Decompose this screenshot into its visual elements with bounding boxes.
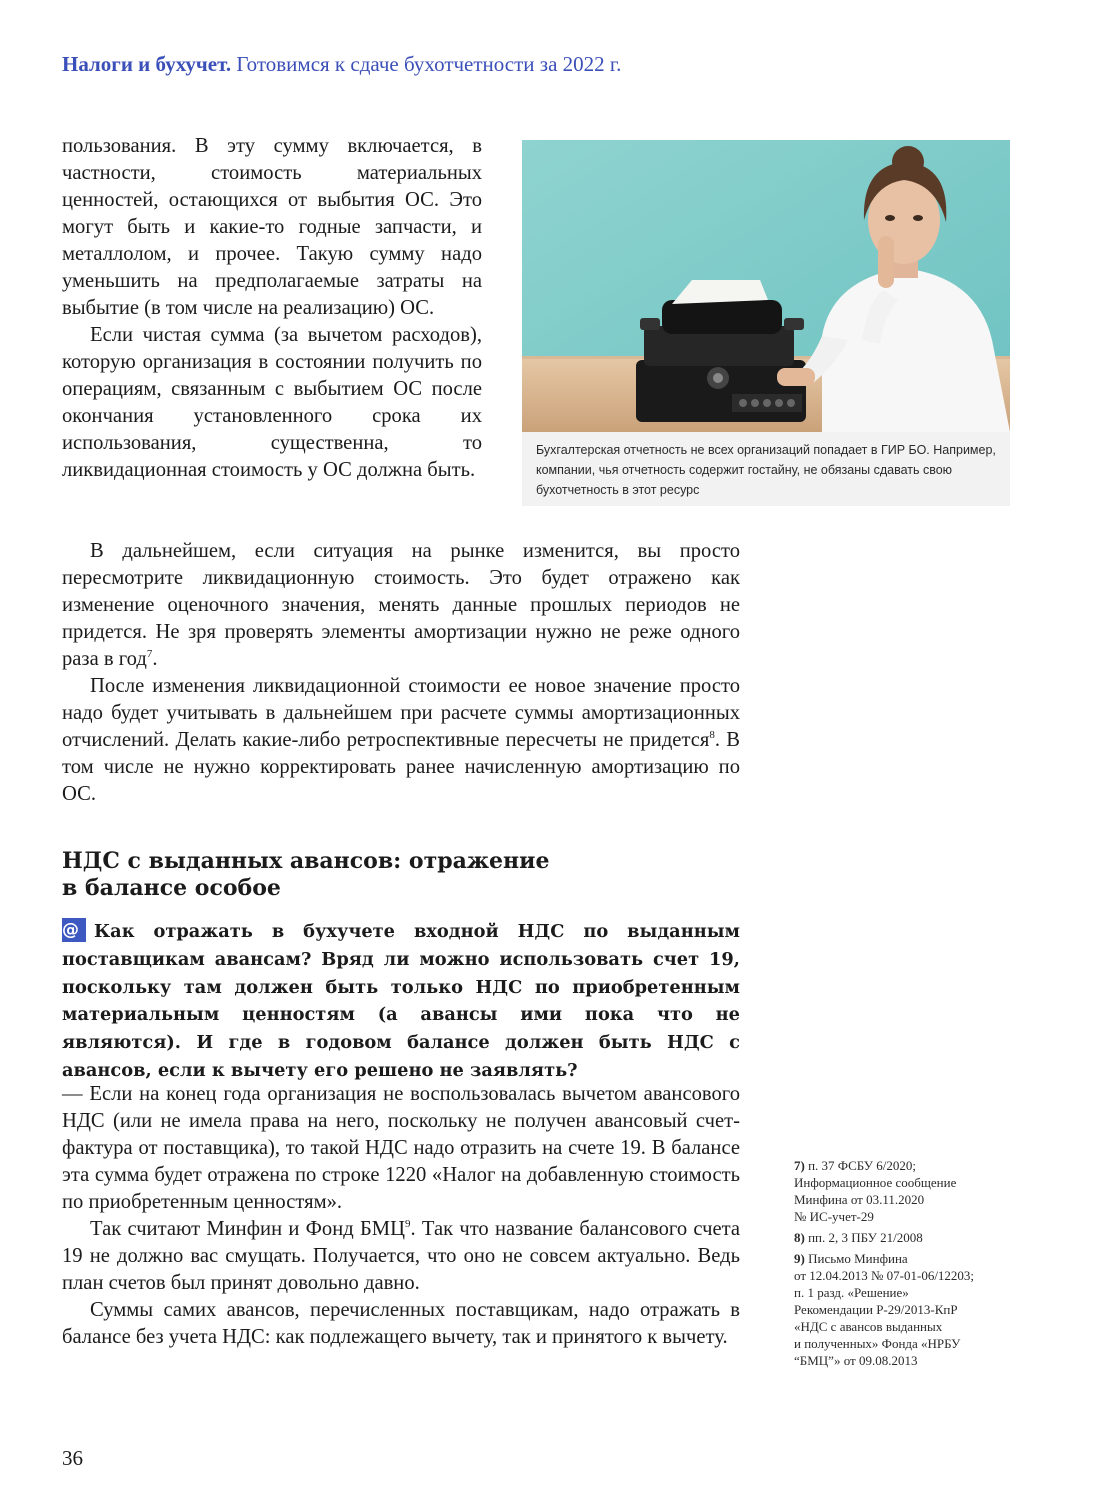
- paragraph-after-change-end: . В том числе не нужно корректировать ранее начисленную амортизацию по ОС.: [62, 729, 740, 805]
- answer-paragraph-1: — Если на конец года организация не воспользовалась вычетом авансового НДС (или не имела права на него, поскольку не получен авансовый счет-фактура от поставщика), то такой НДС надо отразить на счете 19. В балансе эта сумма будет отражена по строке 1220 «Налог на добавленную стоимость по приобретенным ценностям».: [62, 1083, 740, 1213]
- caption-line-2: компании, чья отчетность содержит гостайну, не обязаны сдавать свою: [536, 463, 953, 477]
- answer-paragraph-2-text: Так считают Минфин и Фонд БМЦ: [90, 1218, 405, 1240]
- footnote-9: [794, 1250, 1016, 1369]
- footnote-9-line-7: “БМЦ”» от 09.08.2013: [794, 1353, 918, 1368]
- footnote-8: [794, 1229, 1016, 1246]
- footnote-ref-8[interactable]: 8: [709, 729, 715, 741]
- footnote-7-line-4: № ИС-учет-29: [794, 1209, 874, 1224]
- paragraph-continued: пользования. В эту сумму включается, в частности, стоимость материальных ценностей, остающихся от выбытия ОС. Это могут быть и какие-то годные запчасти, и металлолом, и прочее. Такую сумму надо уменьшить на предполагаемые затраты на выбытие (в том числе на реализацию) ОС.: [62, 135, 482, 319]
- photo-caption: [522, 432, 1010, 500]
- body-column-top: [62, 133, 482, 484]
- footnote-9-line-3: п. 1 разд. «Решение»: [794, 1285, 909, 1300]
- paragraph-revaluation: [62, 538, 740, 673]
- paragraph-revaluation-text: В дальнейшем, если ситуация на рынке изменится, вы просто пересмотрите ликвидационную стоимость. Это будет отражено как изменение оценочного значения, менять данные прошлых периодов не придется. Не зря проверять элементы амортизации нужно не реже одного раза в год: [62, 540, 740, 670]
- reader-question: [62, 918, 740, 1085]
- answer-paragraph-3: Суммы самих авансов, перечисленных поставщикам, надо отражать в балансе без учета НДС: как подлежащего вычету, так и принятого к вычету.: [62, 1299, 740, 1348]
- footnote-7-line-3: Минфина от 03.11.2020: [794, 1192, 925, 1207]
- answer-paragraph-2-end: . Так что название балансового счета 19 не должно вас смущать. Получается, что оно не совсем актуально. Ведь план счетов был принят довольно давно.: [62, 1218, 740, 1294]
- caption-line-3: бухотчетность в этот ресурс: [536, 483, 700, 497]
- answer-column: [62, 1081, 740, 1351]
- footnote-7-number: 7): [794, 1158, 805, 1173]
- caption-line-1: Бухгалтерская отчетность не всех организаций попадает в ГИР БО. Например,: [536, 443, 996, 457]
- footnote-9-line-1: Письмо Минфина: [808, 1251, 908, 1266]
- footnote-7-line-2: Информационное сообщение: [794, 1175, 957, 1190]
- section-heading: [62, 848, 662, 902]
- photo-woman-typewriter: [522, 140, 1010, 432]
- footnote-9-line-5: «НДС с авансов выданных: [794, 1319, 943, 1334]
- footnote-ref-7[interactable]: 7: [146, 648, 153, 660]
- body-column-full: [62, 538, 740, 808]
- paragraph-revaluation-end: .: [152, 648, 158, 670]
- paragraph-after-change: [62, 673, 740, 808]
- section-heading-line-1: НДС с выданных авансов: отражение: [62, 848, 550, 874]
- footnote-8-line-1: пп. 2, 3 ПБУ 21/2008: [808, 1230, 923, 1245]
- email-at-icon: @: [62, 918, 86, 942]
- page-number: 36: [62, 1446, 83, 1470]
- paragraph-net-amount: Если чистая сумма (за вычетом расходов), которую организация в состоянии получить по операциям, связанным с выбытием ОС после окончания установленного срока их использования, существенна, то ликвидационная стоимость у ОС должна быть.: [62, 324, 482, 481]
- footnote-7: [794, 1157, 1016, 1225]
- reader-question-text: Как отражать в бухучете входной НДС по выданным поставщикам авансам? Вряд ли можно использовать счет 19, поскольку там должен быть только НДС по приобретенным материальным ценностям (а авансы ими пока что не являются). И где в годовом балансе должен быть НДС с авансов, если к вычету его решено не заявлять?: [62, 921, 740, 1081]
- footnote-ref-9[interactable]: 9: [404, 1218, 411, 1230]
- footnote-9-line-4: Рекомендации Р-29/2013-КпР: [794, 1302, 958, 1317]
- footnote-9-line-2: от 12.04.2013 № 07-01-06/12203;: [794, 1268, 975, 1283]
- running-head-title: Готовимся к сдаче бухотчетности за 2022 г.: [236, 52, 622, 76]
- photo-figure: [522, 140, 1010, 506]
- footnote-8-number: 8): [794, 1230, 805, 1245]
- paragraph-after-change-text: После изменения ликвидационной стоимости ее новое значение просто надо будет учитывать в дальнейшем при расчете суммы амортизационных отчислений. Делать какие-либо ретроспективные пересчеты не придется: [62, 675, 740, 751]
- footnote-7-line-1: п. 37 ФСБУ 6/2020;: [808, 1158, 916, 1173]
- running-head: [62, 52, 621, 77]
- footnotes: [794, 1157, 1016, 1373]
- section-heading-line-2: в балансе особое: [62, 875, 281, 901]
- footnote-9-line-6: и полученных» Фонда «НРБУ: [794, 1336, 961, 1351]
- answer-paragraph-2: [62, 1216, 740, 1297]
- running-head-section: Налоги и бухучет.: [62, 52, 232, 76]
- footnote-9-number: 9): [794, 1251, 805, 1266]
